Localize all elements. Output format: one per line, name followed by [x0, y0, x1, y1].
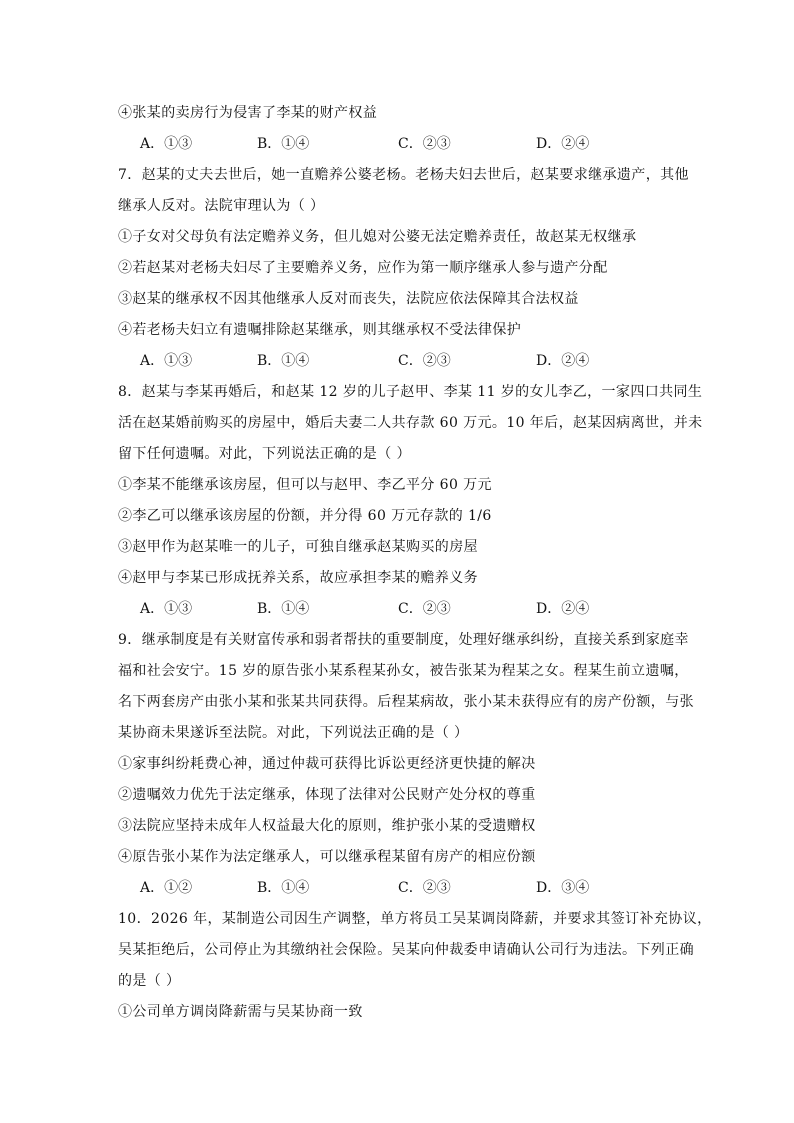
q8-stem-line-1: 8．赵某与李某再婚后，和赵某 12 岁的儿子赵甲、李某 11 岁的女儿李乙，一家四口共同生: [118, 384, 703, 400]
q8-option-d[interactable]: D．②④: [536, 601, 590, 617]
q10-stem-line-3: 的是（ ）: [118, 973, 181, 989]
q8-stem-line-2: 活在赵某婚前购买的房屋中，婚后夫妻二人共存款 60 万元。10 年后，赵某因病离世，并未: [118, 415, 703, 431]
q7-item-2: ②若赵某对老杨夫妇尽了主要赡养义务，应作为第一顺序继承人参与遗产分配: [118, 260, 608, 276]
q9-option-d[interactable]: D．③④: [536, 880, 590, 896]
q7-stem-line-2: 继承人反对。法院审理认为（ ）: [118, 198, 325, 214]
q10-stem-line-2: 吴某拒绝后，公司停止为其缴纳社会保险。吴某向仲裁委申请确认公司行为违法。下列正确: [118, 942, 694, 958]
q8-item-2: ②李乙可以继承该房屋的份额，并分得 60 万元存款的 1/6: [118, 508, 492, 524]
q8-item-3: ③赵甲作为赵某唯一的儿子，可独自继承赵某购买的房屋: [118, 539, 478, 555]
q9-option-c[interactable]: C．②③: [398, 880, 451, 896]
q8-item-4: ④赵甲与李某已形成抚养关系，故应承担李某的赡养义务: [118, 570, 478, 586]
q9-stem-line-4: 某协商未果遂诉至法院。对此，下列说法正确的是（ ）: [118, 725, 469, 741]
q7-item-3: ③赵某的继承权不因其他继承人反对而丧失，法院应依法保障其合法权益: [118, 291, 579, 307]
q9-item-4: ④原告张小某作为法定继承人，可以继承程某留有房产的相应份额: [118, 849, 536, 865]
q9-option-a[interactable]: A．①②: [140, 880, 193, 896]
q7-option-d[interactable]: D．②④: [536, 353, 590, 369]
q7-item-1: ①子女对父母负有法定赡养义务，但儿媳对公婆无法定赡养责任，故赵某无权继承: [118, 229, 637, 245]
q9-stem-line-3: 名下两套房产由张小某和张某共同获得。后程某病故，张小某未获得应有的房产份额，与张: [118, 694, 694, 710]
q8-option-b[interactable]: B．①④: [257, 601, 310, 617]
q6-options: [140, 134, 660, 154]
q7-option-b[interactable]: B．①④: [257, 353, 310, 369]
q10-item-1: ①公司单方调岗降薪需与吴某协商一致: [118, 1004, 363, 1020]
q8-item-1: ①李某不能继承该房屋，但可以与赵甲、李乙平分 60 万元: [118, 477, 492, 493]
q7-item-4: ④若老杨夫妇立有遗嘱排除赵某继承，则其继承权不受法律保护: [118, 322, 522, 338]
q7-stem-line-1: 7．赵某的丈夫去世后，她一直赡养公婆老杨。老杨夫妇去世后，赵某要求继承遗产，其他: [118, 167, 689, 183]
q9-stem-line-2: 福和社会安宁。15 岁的原告张小某系程某孙女，被告张某为程某之女。程某生前立遗嘱，: [118, 663, 689, 679]
q9-item-3: ③法院应坚持未成年人权益最大化的原则，维护张小某的受遗赠权: [118, 818, 536, 834]
q9-option-b[interactable]: B．①④: [257, 880, 310, 896]
q9-item-1: ①家事纠纷耗费心神，通过仲裁可获得比诉讼更经济更快捷的解决: [118, 756, 536, 772]
q6-option-a[interactable]: A．①③: [140, 136, 193, 152]
q7-option-a[interactable]: A．①③: [140, 353, 193, 369]
q6-option-b[interactable]: B．①④: [257, 136, 310, 152]
q8-stem-line-3: 留下任何遗嘱。对此，下列说法正确的是（ ）: [118, 446, 411, 462]
q6-option-c[interactable]: C．②③: [398, 136, 451, 152]
q7-options: [140, 351, 660, 371]
q8-option-c[interactable]: C．②③: [398, 601, 451, 617]
q7-option-c[interactable]: C．②③: [398, 353, 451, 369]
q10-stem-line-1: 10．2026 年，某制造公司因生产调整，单方将员工吴某调岗降薪，并要求其签订补充协议，: [118, 911, 712, 927]
q6-option-d[interactable]: D．②④: [536, 136, 590, 152]
q8-options: [140, 599, 660, 619]
q9-stem-line-1: 9．继承制度是有关财富传承和弱者帮扶的重要制度，处理好继承纠纷，直接关系到家庭幸: [118, 632, 689, 648]
q6-item-4: ④张某的卖房行为侵害了李某的财产权益: [118, 105, 378, 121]
q9-item-2: ②遗嘱效力优先于法定继承，体现了法律对公民财产处分权的尊重: [118, 787, 536, 803]
q8-option-a[interactable]: A．①③: [140, 601, 193, 617]
q9-options: [140, 878, 660, 898]
